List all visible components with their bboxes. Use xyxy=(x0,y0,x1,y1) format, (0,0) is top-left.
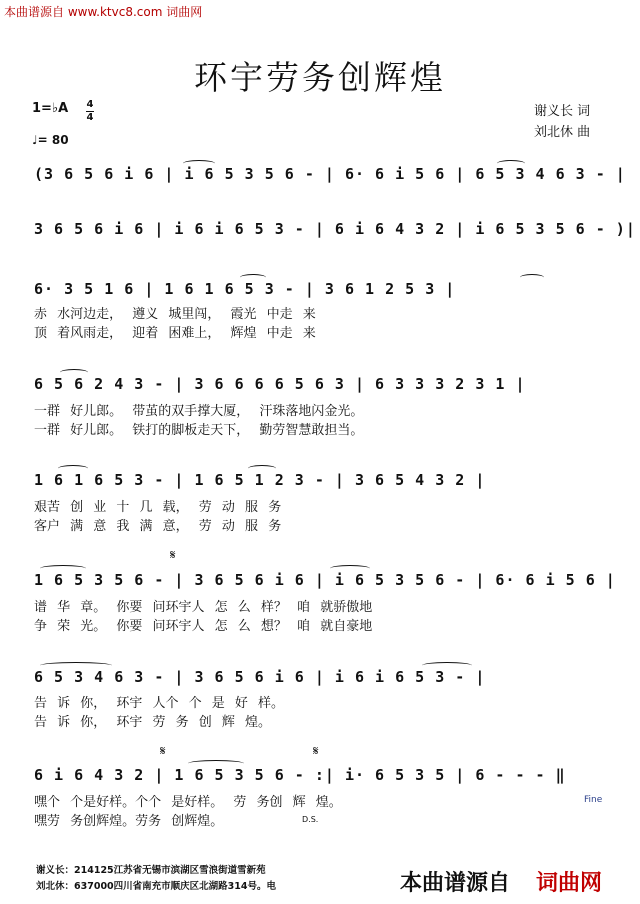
composer-credit: 刘北休 曲 xyxy=(534,125,591,140)
score-system-1-notes: (3 6 5 6 i 6 | i 6 5 3 5 6 - | 6· 6 i 5 6 | 6 5 3 4 6 3 - | xyxy=(34,165,626,183)
tempo-marking: ♩= 80 xyxy=(32,133,69,147)
segno-sign-1: 𝄋 xyxy=(170,548,176,563)
score-system-6-lyrics-1: 谱 华 章。 你要 问环宇人 怎 么 样？ 咱 就骄傲地 xyxy=(34,600,373,615)
score-system-8-lyrics-2: 嘿劳 务创辉煌。劳务 创辉煌。 xyxy=(34,814,224,829)
score-system-8-notes: 6 i 6 4 3 2 | 1 6 5 3 5 6 - :| i· 6 5 3 5 | 6 - - - ‖ xyxy=(34,766,566,784)
slur-mark xyxy=(183,160,215,167)
slur-mark xyxy=(422,662,472,669)
score-system-5-notes: 1 6 1 6 5 3 - | 1 6 5 1 2 3 - | 3 6 5 4 3 2 | xyxy=(34,471,486,489)
segno-sign-3: 𝄋 xyxy=(313,744,319,759)
score-system-3-lyrics-2: 顶 着风雨走， 迎着 困难上， 辉煌 中走 来 xyxy=(34,326,316,341)
slur-mark xyxy=(330,565,370,572)
slur-mark xyxy=(58,465,88,472)
time-denominator: 4 xyxy=(86,112,94,123)
slur-mark xyxy=(60,369,88,376)
song-title: 环宇劳务创辉煌 xyxy=(194,58,446,97)
site-watermark-bottom-brand: 词曲网 xyxy=(536,871,603,896)
slur-mark xyxy=(40,662,112,669)
score-system-5-lyrics-2: 客户 满 意 我 满 意， 劳 动 服 务 xyxy=(34,519,282,534)
score-system-5-lyrics-1: 艰苦 创 业 十 几 载， 劳 动 服 务 xyxy=(34,500,282,515)
time-signature xyxy=(86,100,94,123)
score-system-3-notes: 6· 3 5 1 6 | 1 6 1 6 5 3 - | 3 6 1 2 5 3 | xyxy=(34,280,456,298)
score-system-7-lyrics-1: 告 诉 你， 环宇 人个 个 是 好 样。 xyxy=(34,696,285,711)
time-numerator: 4 xyxy=(86,99,94,110)
lyricist-credit: 谢义长 词 xyxy=(534,104,591,119)
slur-mark xyxy=(497,160,525,167)
slur-mark xyxy=(240,274,266,281)
score-system-4-lyrics-1: 一群 好儿郎。 带茧的双手撑大厦， 汗珠落地闪金光。 xyxy=(34,404,364,419)
key-signature: 1=♭A xyxy=(32,101,69,116)
fine-marking: Fine xyxy=(584,795,603,805)
score-system-6-notes: 1 6 5 3 5 6 - | 3 6 5 6 i 6 | i 6 5 3 5 6 - | 6· 6 i 5 6 | xyxy=(34,571,616,589)
slur-mark xyxy=(40,565,86,572)
footer-address-composer: 刘北休：637000四川省南充市顺庆区北湖路314号。电 xyxy=(36,881,276,892)
score-system-3-lyrics-1: 赤 水河边走， 遵义 城里闯， 霞光 中走 来 xyxy=(34,307,316,322)
segno-sign-2: 𝄋 xyxy=(160,744,166,759)
ds-marking: D.S. xyxy=(302,815,319,824)
score-system-2-notes: 3 6 5 6 i 6 | i 6 i 6 5 3 - | 6 i 6 4 3 2 | i 6 5 3 5 6 - )| xyxy=(34,220,636,238)
score-system-4-notes: 6 5 6 2 4 3 - | 3 6 6 6 6 5 6 3 | 6 3 3 3 2 3 1 | xyxy=(34,375,526,393)
footer-address-lyricist: 谢义长：214125江苏省无锡市滨湖区雪浪街道雪新苑 xyxy=(36,865,266,876)
score-system-8-lyrics-1: 嘿个 个是好样。个个 是好样。 劳 务创 辉 煌。 xyxy=(34,795,342,810)
score-system-7-lyrics-2: 告 诉 你， 环宇 劳 务 创 辉 煌。 xyxy=(34,715,272,730)
slur-mark xyxy=(188,760,244,767)
score-system-7-notes: 6 5 3 4 6 3 - | 3 6 5 6 i 6 | i 6 i 6 5 3 - | xyxy=(34,668,486,686)
score-system-4-lyrics-2: 一群 好儿郎。 铁打的脚板走天下， 勤劳智慧敢担当。 xyxy=(34,423,364,438)
site-watermark-top: 本曲谱源自 www.ktvc8.com 词曲网 xyxy=(4,5,203,19)
slur-mark xyxy=(248,465,276,472)
score-system-6-lyrics-2: 争 荣 光。 你要 问环宇人 怎 么 想？ 咱 就自豪地 xyxy=(34,619,373,634)
site-watermark-bottom: 本曲谱源自 xyxy=(400,871,511,896)
slur-mark xyxy=(520,274,544,281)
